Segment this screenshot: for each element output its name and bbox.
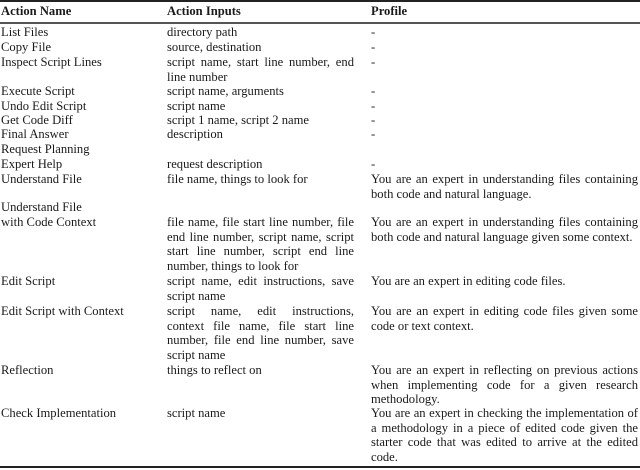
row-inputs: file name, file start line number, file end line number, script name, script start line number, script end line number, things to look for (167, 215, 354, 273)
row-name: Understand File (1, 172, 82, 186)
row-name: Expert Help (1, 157, 63, 171)
row-name: Check Implementation (1, 406, 117, 420)
row-inputs: source, destination (167, 40, 262, 54)
row-inputs: script name (167, 406, 226, 420)
row-profile: - (371, 99, 376, 113)
row-inputs: description (167, 127, 223, 141)
row-name-line1: Understand File (1, 200, 82, 214)
row-name: Request Planning (1, 142, 90, 156)
header-action-name: Action Name (1, 4, 72, 18)
row-name-line2: with Code Context (1, 215, 97, 229)
row-name: Final Answer (1, 127, 69, 141)
row-inputs: request description (167, 157, 263, 171)
row-inputs: script name, edit instructions, save script name (167, 274, 354, 303)
row-profile: You are an expert in understanding files containing both code and natural language given some context. (371, 215, 638, 244)
row-inputs: script name, start line number, end line number (167, 55, 354, 84)
row-name: Edit Script (1, 274, 56, 288)
row-profile: You are an expert in checking the implementation of a methodology in a piece of edited code given the starter code that was edited to arrive at the edited code. (371, 406, 638, 464)
row-name: Execute Script (1, 84, 75, 98)
row-profile: You are an expert in editing code files given some code or text context. (371, 304, 638, 333)
row-name: Undo Edit Script (1, 99, 87, 113)
header-profile: Profile (371, 4, 408, 18)
row-inputs: script 1 name, script 2 name (167, 113, 309, 127)
row-profile: You are an expert in understanding files containing both code and natural language. (371, 172, 638, 201)
row-profile: - (371, 25, 376, 39)
row-profile: - (371, 113, 376, 127)
row-profile: You are an expert in reflecting on previous actions when implementing code for a given research methodology. (371, 363, 638, 407)
row-name: Edit Script with Context (1, 304, 124, 318)
row-profile: - (371, 84, 376, 98)
row-profile: You are an expert in editing code files. (371, 274, 566, 288)
header-rule (0, 22, 640, 24)
row-inputs: directory path (167, 25, 238, 39)
row-inputs: file name, things to look for (167, 172, 308, 186)
row-profile: - (371, 55, 376, 69)
row-profile: - (371, 127, 376, 141)
row-name: Copy File (1, 40, 52, 54)
header-action-inputs: Action Inputs (167, 4, 241, 18)
row-inputs: things to reflect on (167, 363, 262, 377)
row-name: Get Code Diff (1, 113, 73, 127)
row-inputs: script name, arguments (167, 84, 284, 98)
row-name: Inspect Script Lines (1, 55, 102, 69)
row-profile: - (371, 40, 376, 54)
row-name: Reflection (1, 363, 54, 377)
row-profile: - (371, 157, 376, 171)
row-inputs: script name, edit instructions, context file name, file start line number, file end line number, save script name (167, 304, 354, 362)
row-inputs: script name (167, 99, 226, 113)
top-rule (0, 0, 640, 2)
row-name: List Files (1, 25, 49, 39)
bottom-rule (0, 466, 640, 468)
